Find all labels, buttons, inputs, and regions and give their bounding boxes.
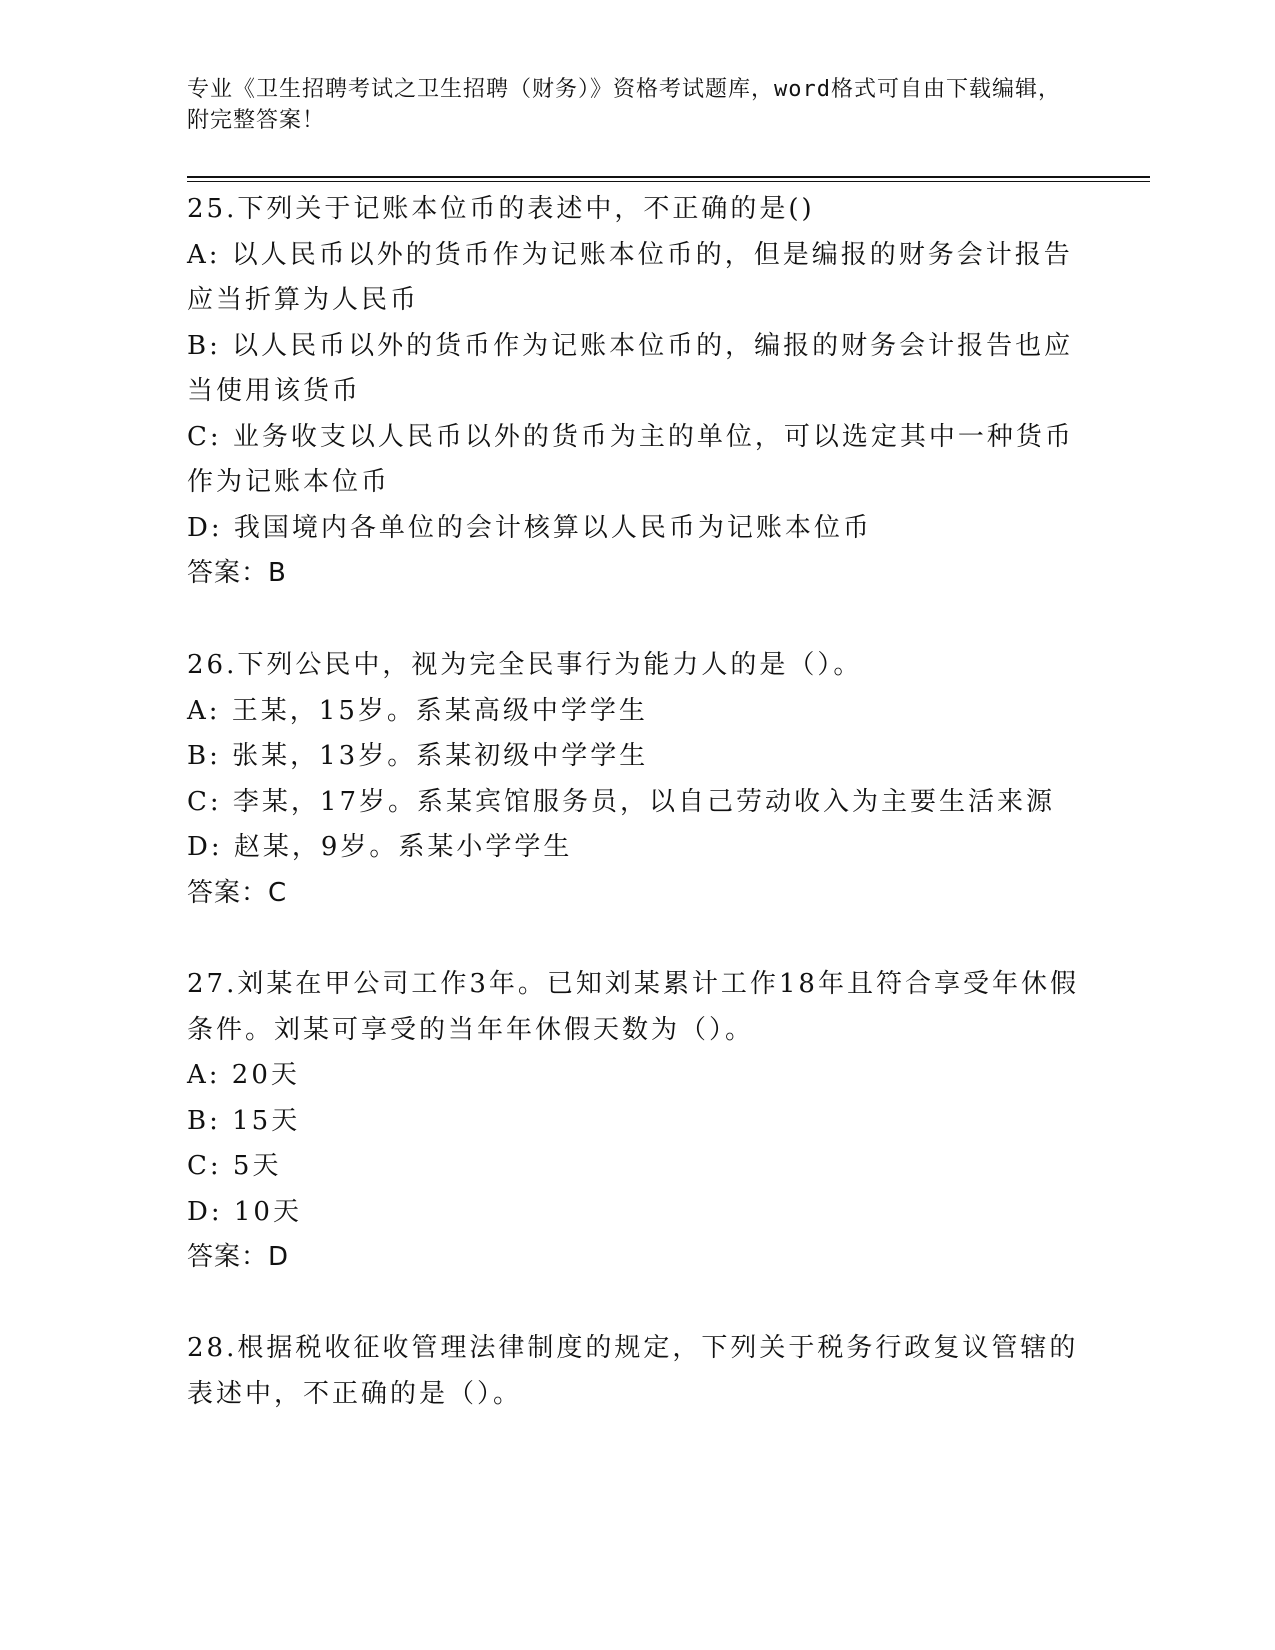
option-c: C: 李某，17岁。系某宾馆服务员，以自己劳动收入为主要生活来源	[187, 786, 1056, 817]
option-a: A: 20天	[187, 1060, 300, 1090]
answer-label: 答案：B	[187, 558, 287, 588]
option-d: D: 赵某，9岁。系某小学学生	[187, 832, 573, 862]
option-b: B: 15天	[187, 1105, 301, 1136]
question-stem: 26.下列公民中，视为完全民事行为能力人的是（）。	[187, 650, 863, 680]
option-c: C: 5天	[187, 1151, 282, 1181]
question-stem: 27.刘某在甲公司工作3年。已知刘某累计工作18年且符合享受年休假条件。刘某可享受的当年年休假天数为（）。	[187, 969, 1079, 1045]
document-header: 专业《卫生招聘考试之卫生招聘（财务）》资格考试题库，word格式可自由下载编辑，附完整答案！	[187, 77, 1061, 133]
option-a: A: 王某，15岁。系某高级中学学生	[187, 695, 648, 726]
option-b: B: 张某，13岁。系某初级中学学生	[187, 741, 649, 771]
question-25	[187, 187, 1087, 597]
question-28	[187, 1326, 1087, 1417]
option-c: C: 业务收支以人民币以外的货币为主的单位，可以选定其中一种货币作为记账本位币	[187, 421, 1074, 497]
header-divider-thin	[187, 181, 1150, 182]
option-d: D: 我国境内各单位的会计核算以人民币为记账本位币	[187, 512, 872, 543]
header-divider-thick	[187, 176, 1150, 178]
answer-label: 答案：D	[187, 1242, 290, 1272]
question-stem: 25.下列关于记账本位币的表述中，不正确的是()	[187, 194, 815, 224]
option-b: B: 以人民币以外的货币作为记账本位币的，编报的财务会计报告也应当使用该货币	[187, 330, 1074, 406]
option-a: A: 以人民币以外的货币作为记账本位币的，但是编报的财务会计报告应当折算为人民币	[187, 239, 1073, 315]
answer-label: 答案：C	[187, 877, 288, 908]
question-stem: 28.根据税收征收管理法律制度的规定，下列关于税务行政复议管辖的表述中，不正确的是（）。	[187, 1333, 1079, 1409]
option-d: D: 10天	[187, 1196, 302, 1227]
question-26	[187, 643, 1087, 916]
question-27	[187, 962, 1087, 1281]
